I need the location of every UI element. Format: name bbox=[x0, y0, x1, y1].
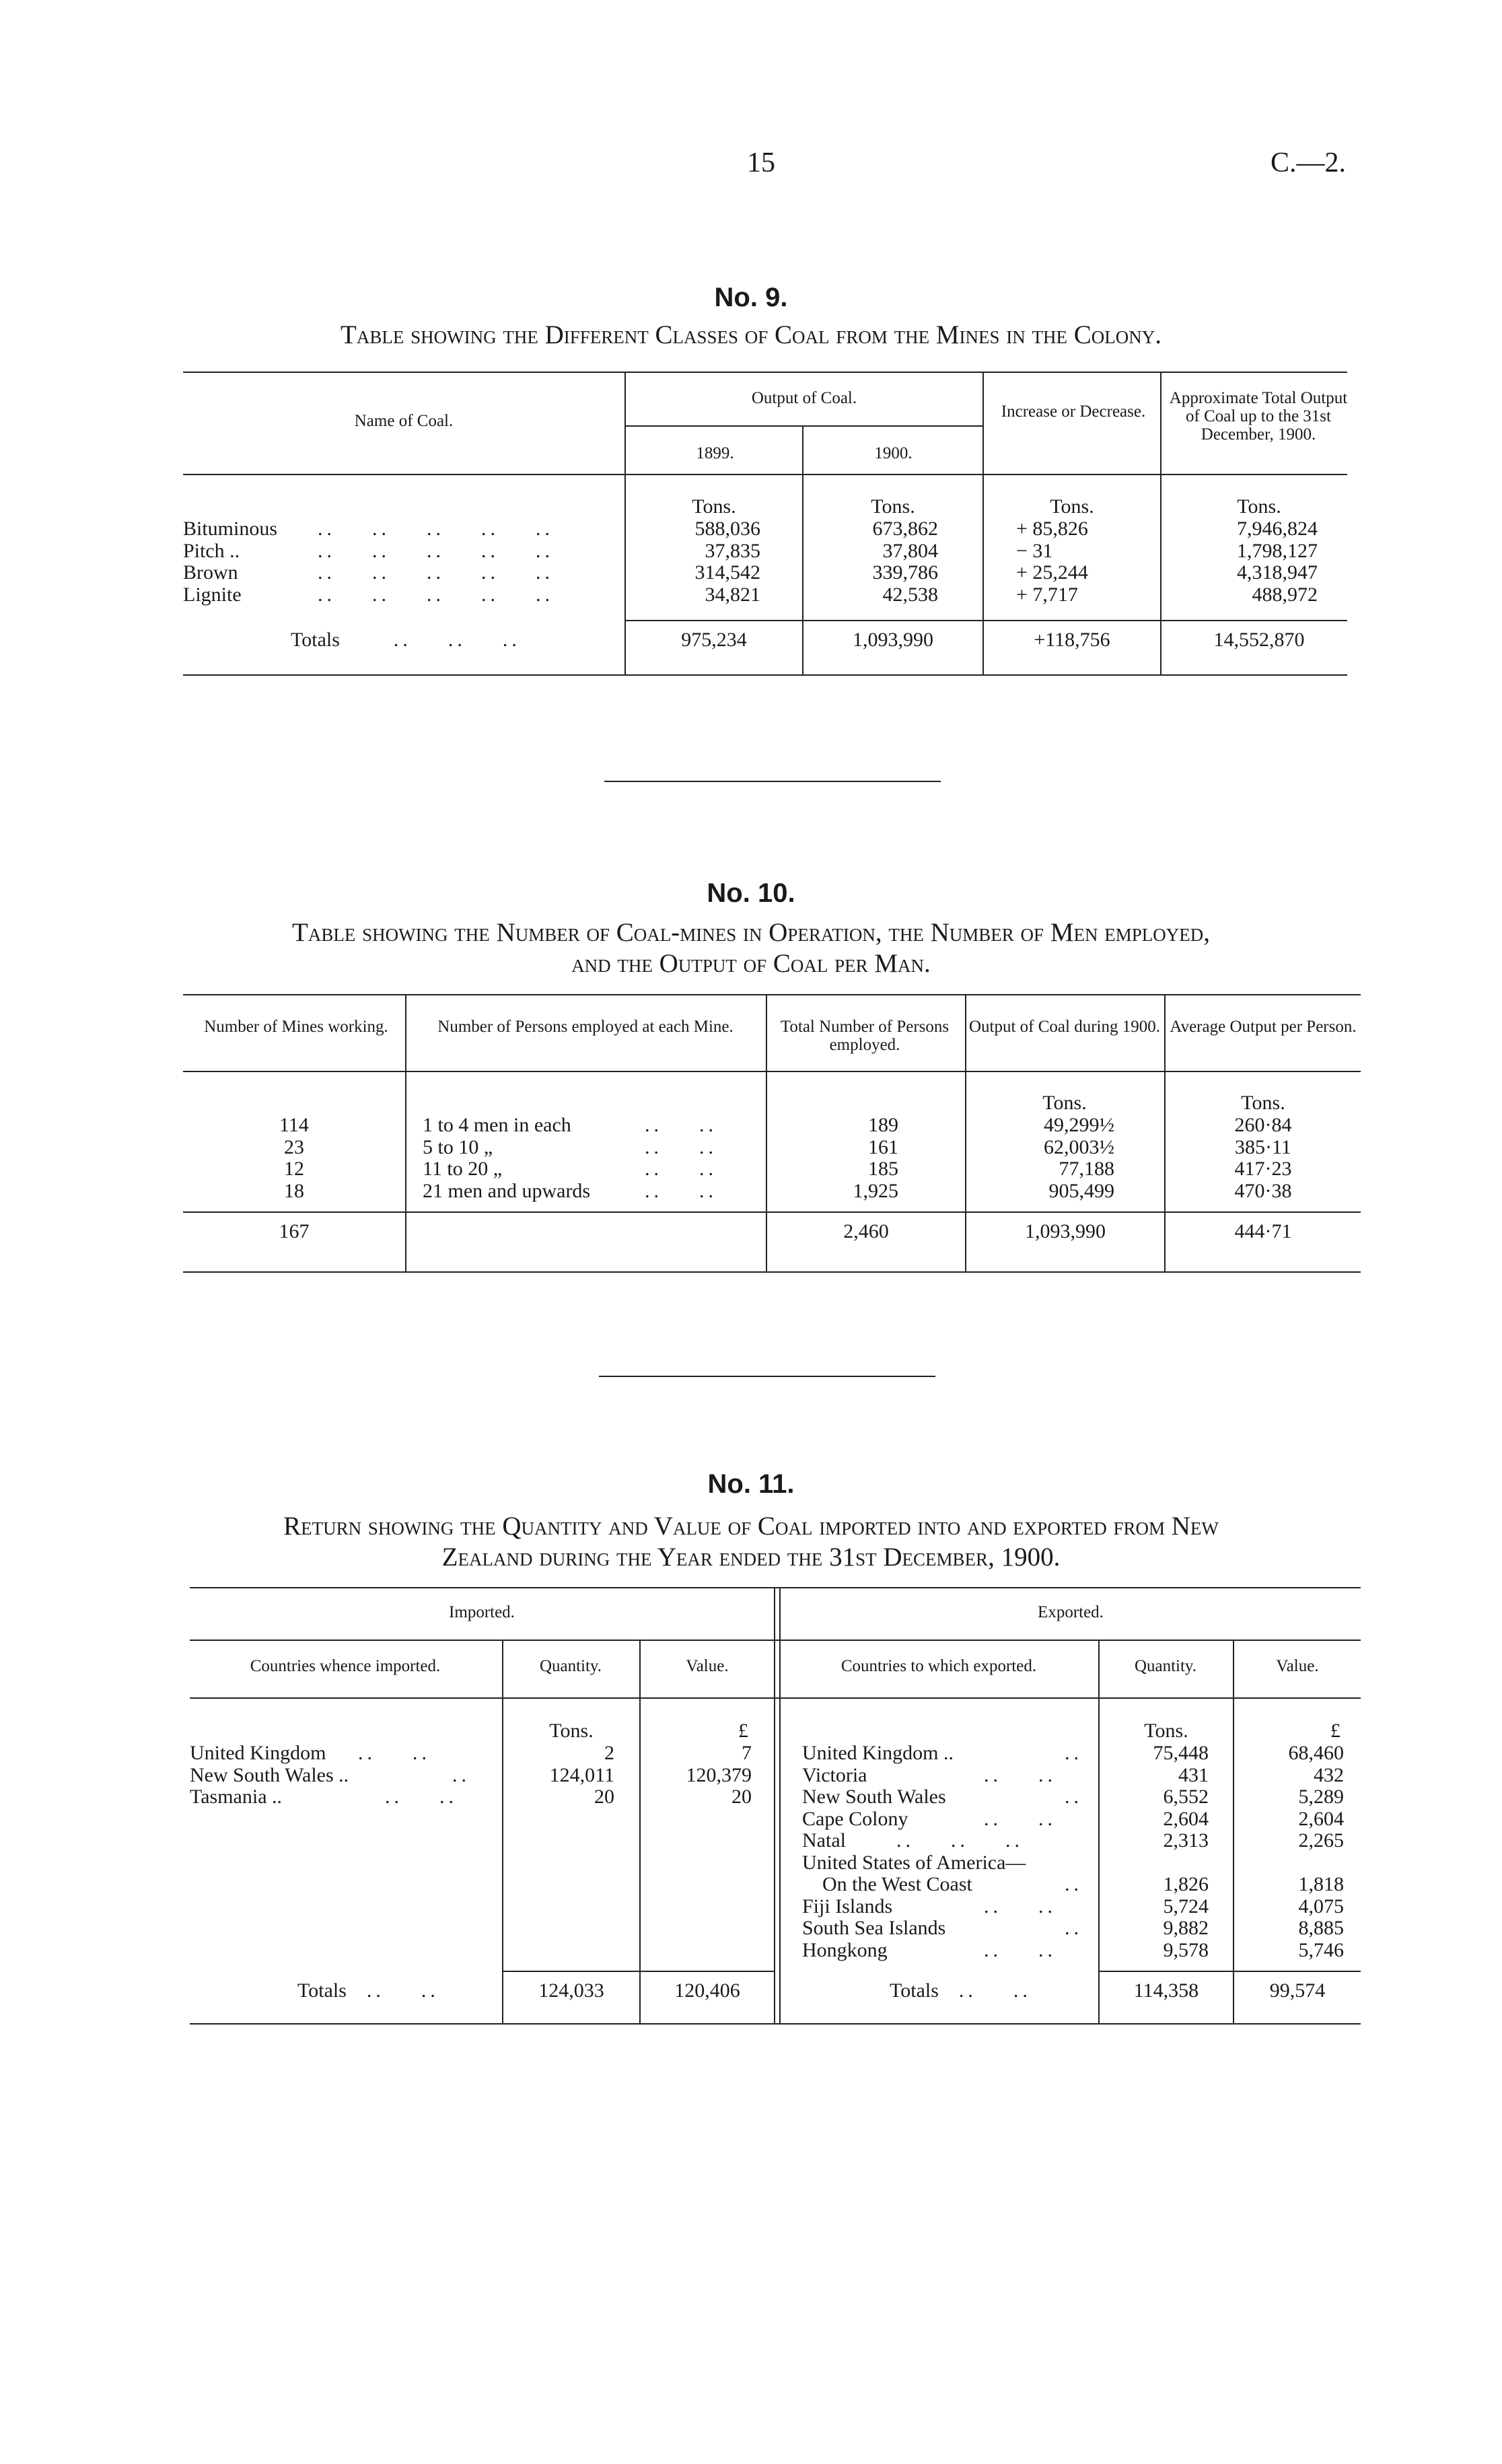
table10-totals-rule bbox=[183, 1211, 1361, 1213]
table10-unit-average: Tons. bbox=[1241, 1092, 1285, 1114]
exported-totals-value: 99,574 bbox=[1269, 1979, 1326, 2002]
cell-1900: 37,804 bbox=[882, 539, 938, 562]
cell-value: 2,265 bbox=[1298, 1829, 1344, 1852]
table9-1899-column bbox=[626, 518, 760, 606]
table10-persons-column bbox=[423, 1115, 759, 1202]
cell-qty: 2 bbox=[604, 1742, 614, 1764]
cell-country: New South Wales .. bbox=[190, 1763, 349, 1786]
cell-value: 68,460 bbox=[1288, 1742, 1344, 1764]
table11-top-rule bbox=[190, 1587, 1361, 1588]
table9-change-column bbox=[1016, 518, 1157, 606]
table10-divider-1 bbox=[405, 994, 406, 1271]
cell-average: 417·23 bbox=[1234, 1158, 1292, 1180]
cell-country: Natal bbox=[802, 1829, 846, 1852]
cell-qty bbox=[1100, 1852, 1209, 1874]
table9-header-approx: Approximate Total Output of Coal up to the 31st December, 1900. bbox=[1169, 389, 1348, 444]
table9-unit-change: Tons. bbox=[1050, 495, 1094, 518]
exported-totals-qty: 114,358 bbox=[1133, 1979, 1199, 2002]
cell-qty: 1,826 bbox=[1163, 1873, 1209, 1895]
table10-mines-column bbox=[183, 1115, 405, 1202]
cell-output: 905,499 bbox=[1048, 1179, 1114, 1202]
totals-label: Totals bbox=[291, 629, 340, 651]
imported-unit-qty: Tons. bbox=[549, 1720, 594, 1742]
cell-country: New South Wales bbox=[802, 1786, 946, 1808]
cell-qty: 6,552 bbox=[1163, 1786, 1209, 1808]
table9-unit-total: Tons. bbox=[1237, 495, 1281, 518]
cell-country: Victoria bbox=[802, 1763, 867, 1786]
table10-header-output: Output of Coal during 1900. bbox=[968, 1018, 1160, 1036]
cell-1899: 34,821 bbox=[705, 583, 760, 606]
table-row: Pitch .. .. .. .. .. .. bbox=[183, 539, 554, 562]
table10-header-total: Total Number of Persons employed. bbox=[780, 1018, 950, 1054]
exported-unit-value: £ bbox=[1330, 1720, 1340, 1742]
cell-persons: 5 to 10 „ bbox=[423, 1135, 493, 1158]
cell-average: 385·11 bbox=[1235, 1135, 1291, 1158]
cell-output: 77,188 bbox=[1059, 1158, 1114, 1180]
imported-value-column bbox=[641, 1743, 752, 1808]
cell-country: South Sea Islands bbox=[802, 1917, 946, 1939]
cell-qty: 75,448 bbox=[1153, 1742, 1209, 1764]
cell-country: United Kingdom bbox=[190, 1742, 326, 1764]
table10-header-mines: Number of Mines working. bbox=[204, 1018, 388, 1036]
cell-qty: 20 bbox=[594, 1786, 614, 1808]
cell-country: United States of America— bbox=[802, 1851, 1026, 1874]
table9-totals-1900: 1,093,990 bbox=[853, 629, 933, 651]
page-number: 15 bbox=[747, 147, 775, 178]
cell-qty: 431 bbox=[1178, 1763, 1209, 1786]
table9-unit-1900: Tons. bbox=[871, 495, 915, 518]
cell-country: Hongkong bbox=[802, 1938, 888, 1961]
totals-label: Totals bbox=[890, 1979, 939, 2002]
table-row: 11 to 20 „ .. .. bbox=[423, 1158, 717, 1180]
exported-totals-rule bbox=[1098, 1971, 1361, 1972]
cell-mines: 18 bbox=[284, 1179, 304, 1202]
cell-total: 1,798,127 bbox=[1237, 539, 1318, 562]
table10-totals-average: 444·71 bbox=[1234, 1220, 1292, 1242]
table10-header-rule bbox=[183, 1071, 1361, 1072]
cell-1899: 37,835 bbox=[705, 539, 760, 562]
table9-name-column bbox=[183, 518, 614, 606]
exported-header-value: Value. bbox=[1276, 1657, 1319, 1675]
table9-output-subrule bbox=[626, 425, 982, 427]
table9-totals-change: +118,756 bbox=[1034, 629, 1110, 651]
cell-change: + 25,244 bbox=[1016, 561, 1088, 584]
imported-unit-value: £ bbox=[738, 1720, 748, 1742]
table-row bbox=[802, 1852, 1098, 1874]
cell-1899: 314,542 bbox=[694, 561, 760, 584]
cell-qty: 9,882 bbox=[1163, 1917, 1209, 1939]
table10-caption-line2: and the Output of Coal per Man. bbox=[571, 949, 931, 978]
cell-total-persons: 1,925 bbox=[853, 1179, 898, 1202]
table11-caption-line1: Return showing the Quantity and Value of Coal imported into and exported from New bbox=[283, 1512, 1219, 1541]
exported-title: Exported. bbox=[1038, 1603, 1104, 1621]
exported-header-quantity: Quantity. bbox=[1134, 1657, 1197, 1675]
cell-value: 4,075 bbox=[1298, 1895, 1344, 1917]
table-row: New South Wales .. bbox=[802, 1786, 1083, 1808]
table11-caption-line2: Zealand during the Year ended the 31st December, 1900. bbox=[441, 1543, 1061, 1572]
cell-persons: 1 to 4 men in each bbox=[423, 1114, 571, 1136]
table9-top-rule bbox=[183, 372, 1347, 373]
table-row: Hongkong .. .. bbox=[802, 1938, 1057, 1961]
table-row: Natal .. .. .. bbox=[802, 1829, 1024, 1852]
cell-value bbox=[1234, 1852, 1344, 1874]
table9-header-name: Name of Coal. bbox=[354, 412, 454, 430]
cell-country: Cape Colony bbox=[802, 1807, 908, 1830]
cell-mines: 12 bbox=[284, 1158, 304, 1180]
cell-total-persons: 161 bbox=[868, 1135, 898, 1158]
table-row: Tasmania .. .. .. bbox=[190, 1786, 458, 1808]
cell-country: On the West Coast bbox=[822, 1873, 972, 1895]
imported-divider-1 bbox=[502, 1640, 503, 2023]
table-row: Bituminous .. .. .. .. .. bbox=[183, 518, 554, 540]
cell-output: 62,003½ bbox=[1044, 1135, 1114, 1158]
coal-name: Lignite bbox=[183, 583, 242, 606]
imported-country-column bbox=[190, 1743, 499, 1808]
cell-1900: 42,538 bbox=[882, 583, 938, 606]
table10-totals-mines: 167 bbox=[279, 1220, 310, 1242]
table9-totals-label: Totals .. .. .. bbox=[291, 629, 521, 651]
table9-totals-rule bbox=[626, 620, 1347, 621]
cell-output: 49,299½ bbox=[1044, 1114, 1114, 1136]
exported-header-country: Countries to which exported. bbox=[841, 1657, 1037, 1675]
imported-divider-2 bbox=[639, 1640, 641, 2023]
table9-header-1900: 1900. bbox=[874, 444, 913, 462]
table10-caption-line1: Table showing the Number of Coal-mines in Operation, the Number of Men employed, bbox=[292, 918, 1210, 947]
imported-header-quantity: Quantity. bbox=[539, 1657, 602, 1675]
cell-persons: 11 to 20 „ bbox=[423, 1158, 503, 1180]
table10-header-persons: Number of Persons employed at each Mine. bbox=[437, 1018, 734, 1036]
cell-total-persons: 189 bbox=[868, 1114, 898, 1136]
table-row: 1 to 4 men in each .. .. bbox=[423, 1114, 717, 1136]
cell-total: 4,318,947 bbox=[1237, 561, 1318, 584]
cell-1900: 673,862 bbox=[872, 518, 938, 540]
imported-totals-label-wrap: Totals .. .. bbox=[297, 1979, 439, 2002]
cell-country: Tasmania .. bbox=[190, 1786, 283, 1808]
table10-bottom-rule bbox=[183, 1271, 1361, 1273]
table11-number: No. 11. bbox=[707, 1469, 795, 1499]
cell-qty: 2,313 bbox=[1163, 1829, 1209, 1852]
cell-1900: 339,786 bbox=[872, 561, 938, 584]
cell-value: 5,289 bbox=[1298, 1786, 1344, 1808]
exported-value-column bbox=[1234, 1743, 1344, 1961]
imported-totals-value: 120,406 bbox=[674, 1979, 740, 2002]
section-separator bbox=[604, 781, 941, 782]
imported-title: Imported. bbox=[449, 1603, 515, 1621]
table9-total-column bbox=[1161, 518, 1318, 606]
table10-unit-output: Tons. bbox=[1042, 1092, 1087, 1114]
cell-mines: 23 bbox=[284, 1135, 304, 1158]
table-row: 5 to 10 „ .. .. bbox=[423, 1135, 717, 1158]
cell-country: Fiji Islands bbox=[802, 1895, 893, 1917]
cell-value: 8,885 bbox=[1298, 1917, 1344, 1939]
table9-caption: Table showing the Different Classes of Coal from the Mines in the Colony. bbox=[341, 320, 1161, 349]
cell-qty: 9,578 bbox=[1163, 1938, 1209, 1961]
table10-number: No. 10. bbox=[707, 878, 795, 908]
coal-name: Pitch .. bbox=[183, 539, 240, 562]
coal-name: Bituminous bbox=[183, 518, 278, 540]
exported-totals-label-wrap: Totals .. .. bbox=[890, 1979, 1032, 2002]
table9-number: No. 9. bbox=[714, 283, 788, 312]
cell-qty: 124,011 bbox=[549, 1763, 614, 1786]
table-row: Fiji Islands .. .. bbox=[802, 1895, 1057, 1917]
cell-change: + 85,826 bbox=[1016, 518, 1088, 540]
table11-double-divider-b bbox=[779, 1587, 781, 2023]
section-separator bbox=[599, 1376, 935, 1377]
imported-totals-rule bbox=[502, 1971, 775, 1972]
cell-total: 7,946,824 bbox=[1237, 518, 1318, 540]
cell-qty: 5,724 bbox=[1163, 1895, 1209, 1917]
table9-header-1899: 1899. bbox=[696, 444, 734, 462]
exported-qty-column bbox=[1100, 1743, 1209, 1961]
table11-subtitle-rule bbox=[190, 1640, 1361, 1641]
imported-header-value: Value. bbox=[686, 1657, 729, 1675]
exported-unit-qty: Tons. bbox=[1144, 1720, 1188, 1742]
cell-value: 2,604 bbox=[1298, 1807, 1344, 1830]
table10-average-column bbox=[1166, 1115, 1361, 1202]
table10-total-column bbox=[767, 1115, 898, 1202]
totals-label: Totals bbox=[297, 1979, 347, 2002]
cell-value: 5,746 bbox=[1298, 1938, 1344, 1961]
table-row: 21 men and upwards .. .. bbox=[423, 1179, 717, 1202]
table11-double-divider-a bbox=[774, 1587, 775, 2023]
cell-value: 1,818 bbox=[1298, 1873, 1344, 1895]
cell-average: 470·38 bbox=[1234, 1179, 1292, 1202]
table-row: New South Wales .. .. bbox=[190, 1763, 470, 1786]
table10-top-rule bbox=[183, 994, 1361, 995]
imported-qty-column bbox=[503, 1743, 614, 1808]
table-row: South Sea Islands .. bbox=[802, 1917, 1083, 1939]
table10-totals-total: 2,460 bbox=[843, 1220, 889, 1242]
table9-bottom-rule bbox=[183, 674, 1347, 676]
exported-country-column bbox=[802, 1743, 1098, 1961]
table9-totals-1899: 975,234 bbox=[681, 629, 747, 651]
table10-header-average: Average Output per Person. bbox=[1170, 1018, 1357, 1036]
document-reference: C.—2. bbox=[1271, 147, 1347, 178]
table-row: Lignite .. .. .. .. .. bbox=[183, 583, 554, 606]
table-row: United Kingdom .. .. bbox=[802, 1742, 1083, 1764]
table-row: United Kingdom .. .. bbox=[190, 1742, 431, 1764]
table11-header-rule bbox=[190, 1697, 1361, 1699]
cell-total: 488,972 bbox=[1252, 583, 1318, 606]
cell-country: United Kingdom .. bbox=[802, 1742, 954, 1764]
cell-1899: 588,036 bbox=[694, 518, 760, 540]
cell-change: + 7,717 bbox=[1016, 583, 1078, 606]
table-row: Victoria .. .. bbox=[802, 1763, 1057, 1786]
table9-totals-total: 14,552,870 bbox=[1213, 629, 1305, 651]
table10-totals-output: 1,093,990 bbox=[1025, 1220, 1106, 1242]
cell-average: 260·84 bbox=[1234, 1114, 1292, 1136]
table9-unit-1899: Tons. bbox=[692, 495, 736, 518]
table9-1900-column bbox=[803, 518, 938, 606]
table9-header-rule bbox=[183, 474, 1347, 475]
table9-header-change: Increase or Decrease. bbox=[1001, 402, 1146, 421]
table10-output-column bbox=[966, 1115, 1114, 1202]
cell-value: 120,379 bbox=[686, 1763, 752, 1786]
cell-mines: 114 bbox=[279, 1114, 309, 1136]
cell-persons: 21 men and upwards bbox=[423, 1179, 591, 1202]
cell-value: 20 bbox=[731, 1786, 752, 1808]
cell-qty: 2,604 bbox=[1163, 1807, 1209, 1830]
table-row: Brown .. .. .. .. .. bbox=[183, 561, 554, 584]
cell-change: − 31 bbox=[1016, 539, 1053, 562]
table11-bottom-rule bbox=[190, 2023, 1361, 2025]
table9-header-output: Output of Coal. bbox=[751, 389, 857, 407]
cell-total-persons: 185 bbox=[868, 1158, 898, 1180]
imported-totals-qty: 124,033 bbox=[538, 1979, 604, 2002]
cell-value: 7 bbox=[742, 1742, 752, 1764]
cell-value: 432 bbox=[1314, 1763, 1344, 1786]
imported-header-country: Countries whence imported. bbox=[250, 1657, 441, 1675]
table-row: On the West Coast .. bbox=[822, 1873, 1083, 1895]
coal-name: Brown bbox=[183, 561, 238, 584]
table-row: Cape Colony .. .. bbox=[802, 1807, 1057, 1830]
